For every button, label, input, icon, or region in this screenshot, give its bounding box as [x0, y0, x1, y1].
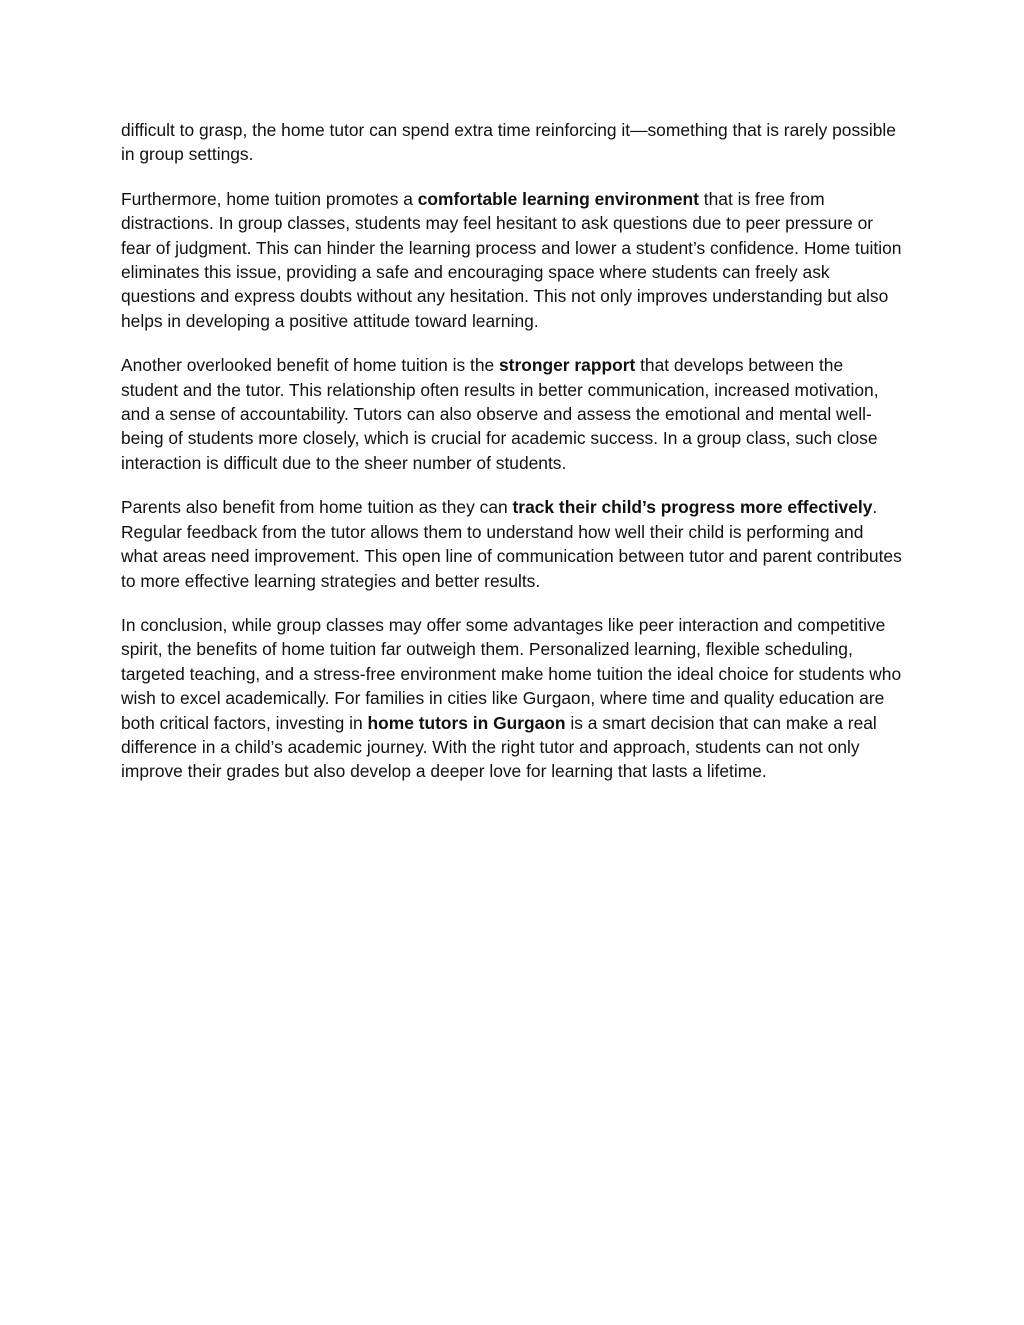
bold-phrase: stronger rapport — [499, 355, 636, 376]
bold-phrase: track their child’s progress more effectively — [512, 497, 873, 518]
paragraph-text: Parents also benefit from home tuition as they can — [121, 497, 513, 518]
paragraph-tutor-reinforcement — [121, 118, 903, 167]
paragraph-stronger-rapport — [121, 353, 903, 475]
paragraph-text: In conclusion, while group classes may offer some advantages like peer interaction and competitive spirit, the benefits of home tuition far outweigh them. Personalized learning, flexible scheduling, targeted teaching, and a stress-free environment make home tuition the ideal choice for students who wish to excel academically. For families in cities like Gurgaon, where time and quality education are both critical factors, investing in — [121, 614, 902, 733]
bold-phrase: home tutors in Gurgaon — [367, 712, 566, 733]
paragraph-text: is a smart decision that can make a real difference in a child’s academic journey. With the right tutor and approach, students can not only improve their grades but also develop a deeper love for learning that lasts a lifetime. — [121, 712, 877, 782]
document-body — [121, 118, 903, 804]
paragraph-text: difficult to grasp, the home tutor can spend extra time reinforcing it—something that is rarely possible in group settings. — [121, 120, 896, 165]
paragraph-text: Another overlooked benefit of home tuition is the — [121, 355, 500, 376]
paragraph-text: that is free from distractions. In group classes, students may feel hesitant to ask questions due to peer pressure or fear of judgment. This can hinder the learning process and lower a student’s confidence. Home tuition eliminates this issue, providing a safe and encouraging space where students can freely ask questions and express doubts without any hesitation. This not only improves understanding but also helps in developing a positive attitude toward learning. — [121, 188, 902, 331]
paragraph-text: Furthermore, home tuition promotes a — [121, 188, 418, 209]
paragraph-parent-tracking — [121, 495, 903, 593]
paragraph-comfortable-environment — [121, 187, 903, 333]
paragraph-text: that develops between the student and the tutor. This relationship often results in better communication, increased motivation, and a sense of accountability. Tutors can also observe and assess the emotional and mental well-being of students more closely, which is crucial for academic success. In a group class, such close interaction is difficult due to the sheer number of students. — [121, 355, 879, 473]
paragraph-text: . Regular feedback from the tutor allows them to understand how well their child is performing and what areas need improvement. This open line of communication between tutor and parent contributes to more effective learning strategies and better results. — [121, 497, 902, 591]
bold-phrase: comfortable learning environment — [417, 188, 699, 209]
paragraph-conclusion — [121, 613, 903, 784]
